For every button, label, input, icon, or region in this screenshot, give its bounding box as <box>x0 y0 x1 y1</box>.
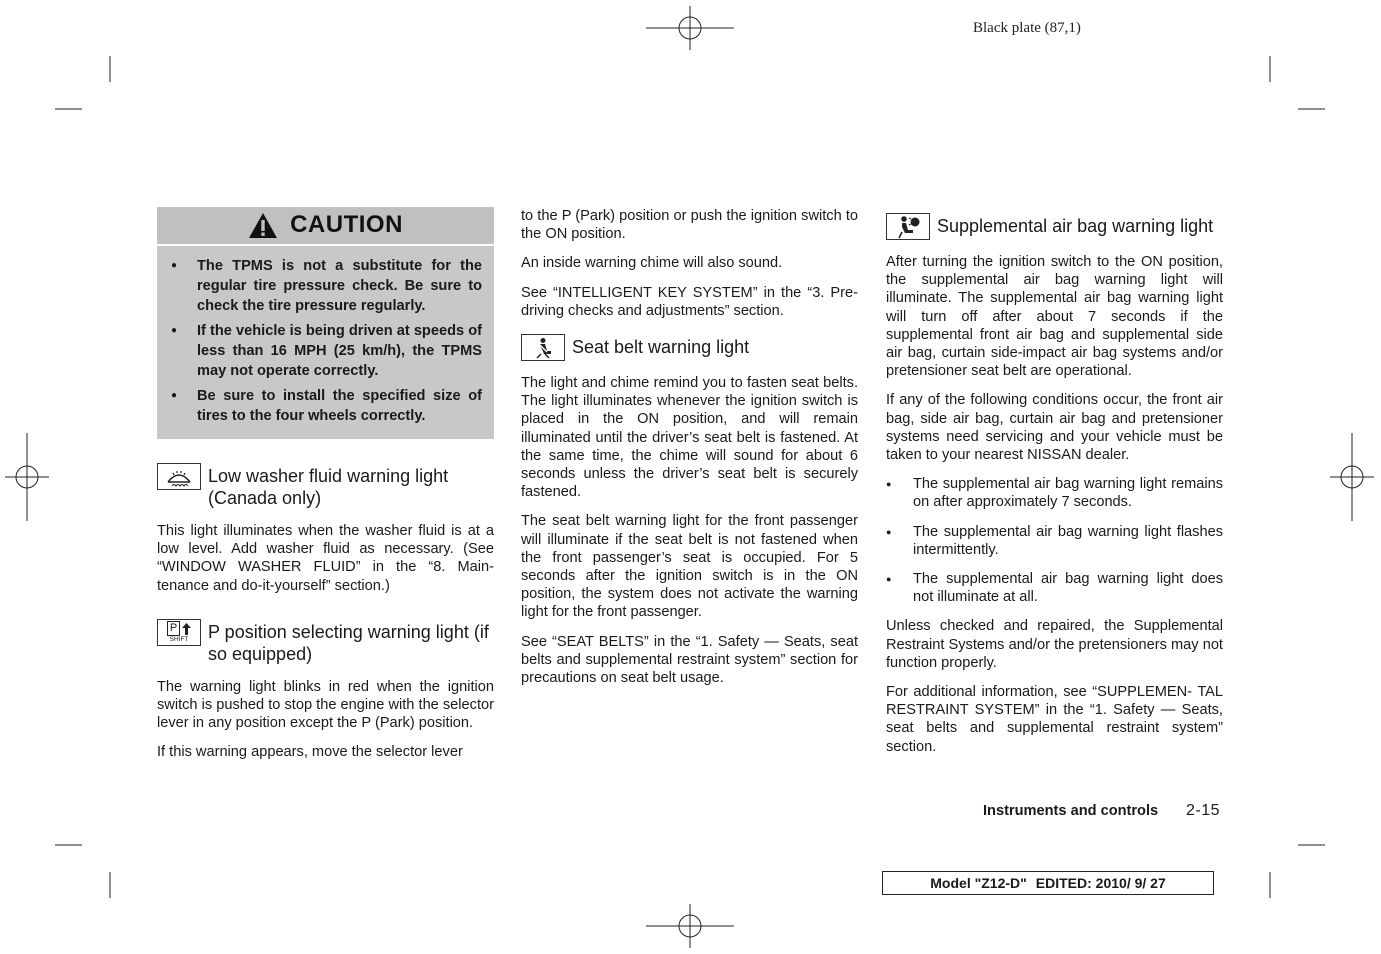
seat-belt-icon <box>521 334 565 361</box>
paragraph: For additional information, see “SUPPLEMEN- TAL RESTRAINT SYSTEM” in the “1. Safety — Seats, seat belts and supplemental restraint system” section. <box>886 684 1223 755</box>
plate-label: Black plate (87,1) <box>973 20 1081 36</box>
column-left <box>157 207 494 773</box>
paragraph: to the P (Park) position or push the ignition switch to the ON position. <box>521 208 858 243</box>
paragraph: An inside warning chime will also sound. <box>521 255 783 272</box>
caution-header <box>157 207 494 246</box>
model-edit-box <box>882 871 1214 895</box>
paragraph: Unless checked and repaired, the Supplemental Restraint Systems and/or the pretensioners may not function properly. <box>886 618 1223 671</box>
model-label: Model "Z12-D" <box>930 875 1027 891</box>
seat-belt-title: Seat belt warning light <box>572 337 750 358</box>
seat-belt-heading <box>521 334 858 361</box>
paragraph: The seat belt warning light for the front passenger will illuminate if the seat belt is not fastened when the front passenger’s seat is occupied. For 5 seconds after the ignition switch is in the ON position, the system does not activate the warning light for the front passenger. <box>521 513 858 621</box>
edited-label: EDITED: 2010/ 9/ 27 <box>1035 875 1166 891</box>
washer-body: This light illuminates when the washer fluid is at a low level. Add washer fluid as necessary. (See “WINDOW WASHER FLUID” in the “8. Main- tenance and do-it-yourself” section.) <box>157 523 494 594</box>
column-middle <box>521 207 858 698</box>
washer-fluid-icon <box>157 463 201 490</box>
p-position-title: P position selecting warning light (if so equipped) <box>208 621 489 664</box>
washer-heading <box>157 463 494 509</box>
p-shift-icon-caption: SHIFT <box>169 636 189 644</box>
p-position-heading <box>157 619 494 665</box>
paragraph: The light and chime remind you to fasten seat belts. The light illuminates whenever the ignition switch is placed in the ON position, and will remain illuminated until the driver’s seat belt is fastened. At the same time, the chime will sound for about 6 seconds unless the driver’s seat belt is securely fastened. <box>521 375 858 501</box>
warning-triangle-icon <box>248 212 278 239</box>
paragraph: See “SEAT BELTS” in the “1. Safety — Seats, seat belts and supplemental restraint system” section for precautions on seat belt usage. <box>521 633 858 687</box>
caution-item: ● The TPMS is not a substitute for the regular tire pressure check. Be sure to check the tire pressure regularly. <box>171 256 482 316</box>
list-item: ● The supplemental air bag warning light flashes intermittently. <box>886 523 1223 559</box>
paragraph: If any of the following conditions occur, the front air bag, side air bag, curtain air bag and pretensioner systems need servicing and your vehicle must be taken to your nearest NISSAN dealer. <box>886 392 1223 464</box>
p-shift-icon-letter: P <box>167 621 180 636</box>
caution-item: ● Be sure to install the specified size of tires to the four wheels correctly. <box>171 386 482 426</box>
paragraph: After turning the ignition switch to the ON position, the supplemental air bag warning light will illuminate. The supplemental air bag warning light will turn off after about 7 seconds if the supplemental front air bag and supplemental side air bag, curtain side-impact air bag systems and/or pretensioner seat belt are operational. <box>886 254 1223 380</box>
caution-list <box>157 246 494 426</box>
p-shift-icon <box>157 619 201 646</box>
paragraph: See “INTELLIGENT KEY SYSTEM” in the “3. Pre-driving checks and adjustments” section. <box>521 284 858 319</box>
caution-title: CAUTION <box>290 211 403 239</box>
p-position-body: The warning light blinks in red when the ignition switch is pushed to stop the engine with the selector lever in any position except the P (Park) position. <box>157 678 494 732</box>
p-position-body-continued: If this warning appears, move the selector lever <box>157 744 463 761</box>
washer-title: Low washer fluid warning light (Canada only) <box>208 466 449 508</box>
caution-item: ● If the vehicle is being driven at speeds of less than 16 MPH (25 km/h), the TPMS may not operate correctly. <box>171 321 482 381</box>
air-bag-icon <box>886 213 930 240</box>
air-bag-conditions-list <box>886 475 1223 606</box>
page-number: 2-15 <box>1186 802 1221 819</box>
air-bag-heading <box>886 213 1223 240</box>
shift-arrow-icon <box>182 623 191 635</box>
list-item: ● The supplemental air bag warning light remains on after approximately 7 seconds. <box>886 475 1223 511</box>
list-item: ● The supplemental air bag warning light does not illuminate at all. <box>886 570 1223 606</box>
air-bag-title: Supplemental air bag warning light <box>937 216 1214 236</box>
caution-box <box>157 207 494 439</box>
column-right <box>886 207 1223 767</box>
footer-section-title: Instruments and controls <box>983 803 1159 819</box>
